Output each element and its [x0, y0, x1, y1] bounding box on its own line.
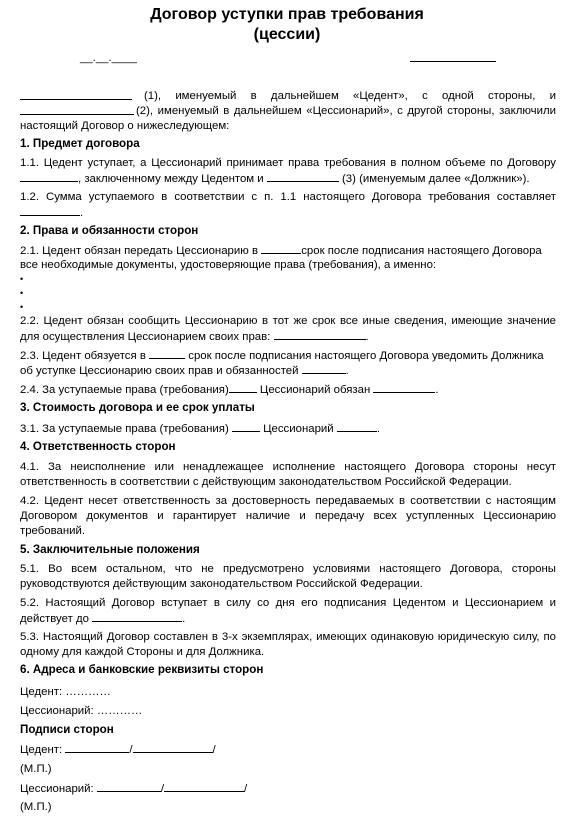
cessionary-name-blank — [20, 103, 134, 115]
clause-5-1-line-2: руководствуются действующим законодательством Российской Федерации. — [20, 578, 423, 590]
clause-5-2-line-1: 5.2. Настоящий Договор вступает в силу со дня его подписания Цедентом и Цессионарием и — [20, 597, 556, 609]
signatures-heading: Подписи сторон — [20, 723, 114, 736]
clause-4-2-line-1: 4.2. Цедент несет ответственность за достоверность передаваемых в соответствии с настоящим — [20, 495, 556, 507]
cedent-signature-line: Цедент: / / — [20, 741, 216, 758]
date-field: __.__.____ — [80, 52, 138, 64]
clause-4-1-line-1: 4.1. За неисполнение или ненадлежащее исполнение настоящего Договора стороны несут — [20, 461, 556, 473]
obligation-blank — [373, 381, 435, 393]
cessionary-signature-blank — [97, 780, 161, 792]
clause-4-2-line-2: Договором документов и гарантирует наличие и передачу всех уступленных Цессионарию — [20, 510, 556, 522]
cessionary-requisites: Цессионарий: ………… — [20, 705, 143, 717]
contract-blank — [20, 170, 78, 182]
intro-line-1-text: (1), именуемый в дальнейшем «Цедент», с одной стороны, и — [144, 90, 556, 102]
section-1-heading: 1. Предмет договора — [20, 137, 140, 150]
notice-term-blank — [149, 347, 185, 359]
list-bullet-1: • — [20, 274, 24, 284]
intro-line-2-text: (2), именуемый в дальнейшем «Цессионарий», с другой стороны, заключили — [136, 105, 556, 117]
clause-3-1: 3.1. За уступаемые права (требования) Цессионарий . — [20, 420, 380, 437]
cedent-signature-blank — [65, 741, 129, 753]
obligations-blank — [302, 362, 346, 374]
clause-2-1-line-1: 2.1. Цедент обязан передать Цессионарию в срок после подписания настоящего Договора — [20, 242, 556, 259]
clause-4-2-line-3: требований. — [20, 525, 86, 537]
clause-5-1-line-1: 5.1. Во всем остальном, что не предусмотрено условиями настоящего Договора, стороны — [20, 563, 556, 575]
clause-1-2-line-2: . — [20, 204, 83, 221]
clause-2-2-line-2: для осуществления Цессионарием своих прав: . — [20, 328, 369, 345]
clause-4-1-line-2: ответственность в соответствии с действующим законодательством Российской Федерации. — [20, 476, 512, 488]
cedent-name-signature-blank — [133, 741, 213, 753]
amount-blank — [20, 204, 80, 216]
validity-blank — [92, 610, 182, 622]
clause-2-3-line-2: об уступке Цессионарию своих прав и обязанностей . — [20, 362, 349, 379]
info-blank — [274, 328, 366, 340]
clause-2-3-line-1: 2.3. Цедент обязуется в срок после подписания настоящего Договора уведомить Должника — [20, 347, 544, 364]
section-2-heading: 2. Права и обязанности сторон — [20, 224, 199, 237]
cedent-name-blank — [20, 88, 132, 100]
section-4-heading: 4. Ответственность сторон — [20, 440, 176, 453]
document-title: Договор уступки прав требования — [150, 6, 424, 23]
section-6-heading: 6. Адреса и банковские реквизиты сторон — [20, 663, 264, 676]
section-3-heading: 3. Стоимость договора и ее срок уплаты — [20, 401, 255, 414]
clause-2-1-line-2: все необходимые документы, удостоверяющие права (требования), а именно: — [20, 259, 437, 271]
document-subtitle: (цессии) — [253, 26, 321, 43]
clause-1-1-line-2: , заключенному между Цедентом и (3) (именуемым далее «Должник»). — [20, 170, 530, 187]
debtor-blank — [267, 170, 339, 182]
cessionary-signature-line: Цессионарий: / / — [20, 780, 247, 797]
clause-5-2-line-2: действует до . — [20, 610, 185, 627]
rights-blank — [229, 381, 257, 393]
section-5-heading: 5. Заключительные положения — [20, 543, 200, 556]
cedent-stamp: (М.П.) — [20, 763, 52, 775]
clause-1-2-line-1: 1.2. Сумма уступаемого в соответствии с п. 1.1 настоящего Договора требования составляет — [20, 191, 556, 203]
payment-blank — [337, 420, 377, 432]
clause-5-3-line-2: одному для каждой Стороны и для Должника. — [20, 646, 265, 658]
price-blank — [232, 420, 260, 432]
list-bullet-2: • — [20, 288, 24, 298]
clause-2-2-line-1: 2.2. Цедент обязан сообщить Цессионарию в тот же срок все иные сведения, имеющие значение — [20, 315, 556, 327]
cedent-requisites: Цедент: ………… — [20, 686, 111, 698]
clause-1-1-line-1: 1.1. Цедент уступает, а Цессионарий принимает права требования в полном объеме по Договору — [20, 157, 556, 169]
list-bullet-3: • — [20, 302, 24, 312]
cessionary-name-signature-blank — [164, 780, 244, 792]
cessionary-stamp: (М.П.) — [20, 801, 52, 813]
term-blank — [261, 242, 301, 254]
place-blank — [410, 50, 496, 62]
intro-line-3: настоящий Договор о нижеследующем: — [20, 120, 230, 132]
clause-2-4: 2.4. За уступаемые права (требования) Цессионарий обязан . — [20, 381, 439, 398]
clause-5-3-line-1: 5.3. Настоящий Договор составлен в 3-х экземплярах, имеющих одинаковую юридическую силу, по — [20, 631, 556, 643]
